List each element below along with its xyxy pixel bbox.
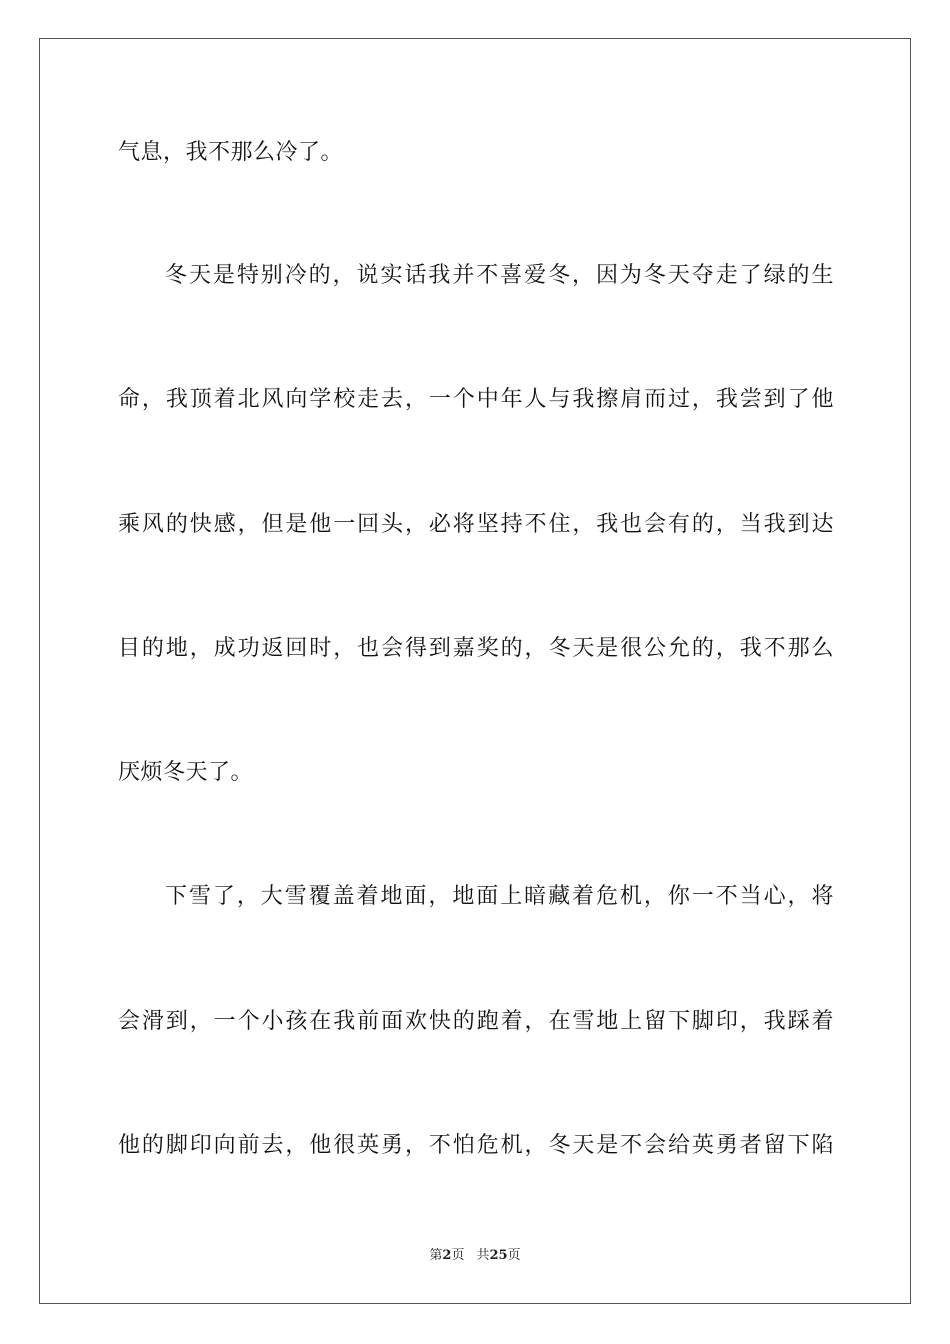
page-number: 2	[442, 1248, 452, 1263]
total-prefix: 共	[476, 1248, 490, 1263]
page-border	[39, 38, 911, 1304]
paragraph-line: 目的地，成功返回时，也会得到嘉奖的，冬天是很公允的，我不那么	[118, 636, 834, 661]
paragraph-line: 冬天是特别冷的，说实话我并不喜爱冬，因为冬天夺走了绿的生	[165, 263, 834, 288]
paragraph-line: 乘风的快感，但是他一回头，必将坚持不住，我也会有的，当我到达	[118, 512, 834, 537]
paragraph-line: 下雪了，大雪覆盖着地面，地面上暗藏着危机，你一不当心，将	[165, 884, 834, 909]
paragraph-line: 他的脚印向前去，他很英勇，不怕危机，冬天是不会给英勇者留下陷	[118, 1133, 834, 1158]
paragraph-line: 命，我顶着北风向学校走去，一个中年人与我擦肩而过，我尝到了他	[118, 387, 834, 412]
page-suffix: 页	[451, 1248, 465, 1263]
text-line: 气息，我不那么冷了。	[118, 140, 344, 165]
page-footer	[0, 1247, 950, 1265]
total-suffix: 页	[507, 1248, 521, 1263]
total-pages: 25	[489, 1248, 508, 1263]
page-prefix: 第	[429, 1248, 443, 1263]
paragraph-line: 会滑到，一个小孩在我前面欢快的跑着，在雪地上留下脚印，我踩着	[118, 1009, 834, 1034]
paragraph-line: 厌烦冬天了。	[118, 760, 254, 785]
